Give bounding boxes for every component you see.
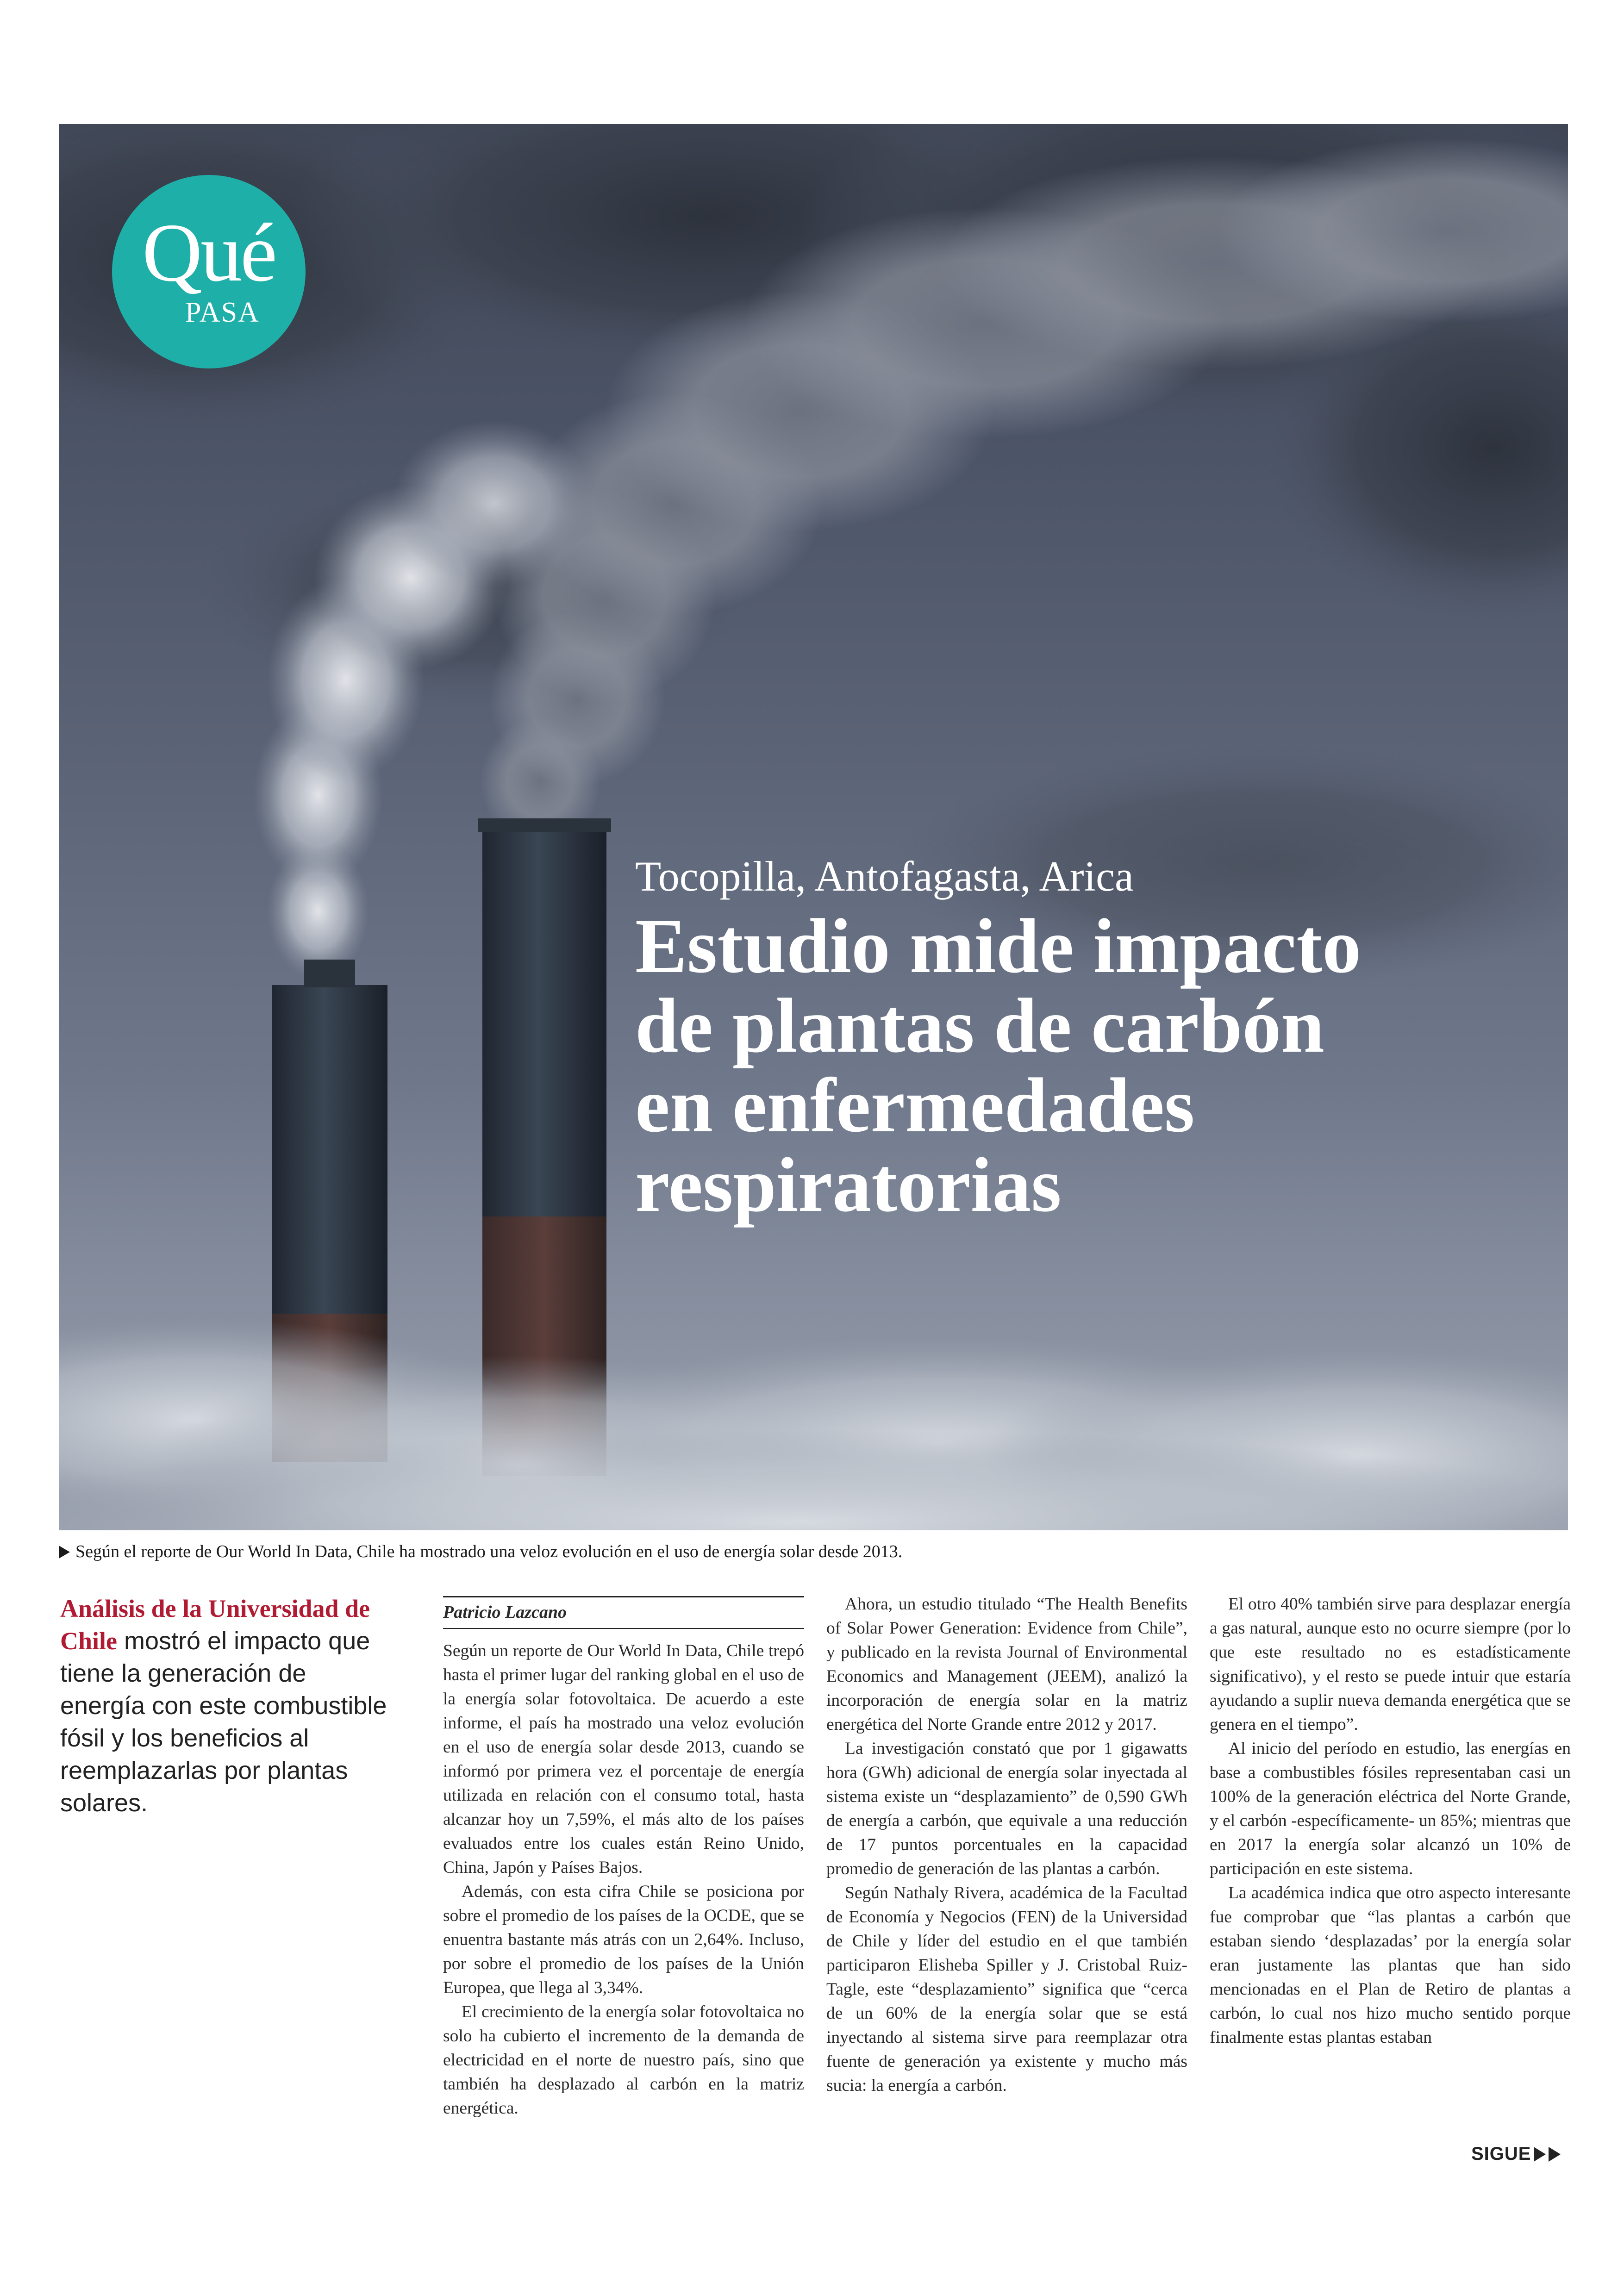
logo-pasa-text: PASA bbox=[185, 297, 260, 328]
continue-arrow-icon bbox=[1549, 2147, 1561, 2162]
paragraph: La académica indica que otro aspecto interesante fue comprobar que “las plantas a carbón que estaban siendo ‘desplazadas’ por la energía solar eran justamente las plantas que han sido mencionadas en el Plan de Retiro de plantas a carbón, lo cual nos hizo mucho sentido porque finalmente estas plantas estaban bbox=[1210, 1883, 1571, 2047]
caption-text: Según el reporte de Our World In Data, Chile ha mostrado una veloz evolución en el uso de energía solar desde 2013. bbox=[75, 1542, 903, 1561]
photo-caption bbox=[59, 1540, 1568, 1563]
continue-marker bbox=[1471, 2142, 1561, 2165]
paragraph: Según Nathaly Rivera, académica de la Facultad de Economía y Negocios (FEN) de la Universidad de Chile y líder del estudio en el que también participaron Elisheba Spiller y J. Cristobal Ruiz-Tagle, este “desplazamiento” significa que “cerca de un 60% de la energía solar que se está inyectando al sistema sirve para reemplazar otra fuente de generación ya existente y mucho más sucia: la energía a carbón. bbox=[826, 1883, 1187, 2095]
article-headline bbox=[635, 903, 1515, 1228]
continue-arrow-icon bbox=[1534, 2147, 1546, 2162]
paragraph: Al inicio del período en estudio, las energías en base a combustibles fósiles representaban casi un 100% de la generación eléctrica del Norte Grande, y el carbón -específicamente- un 85%; mientras que en 2017 la energía solar alcanzó un 10% de participación en este sistema. bbox=[1210, 1739, 1571, 1878]
continue-label: SIGUE bbox=[1471, 2144, 1531, 2164]
caption-arrow-icon bbox=[59, 1546, 70, 1559]
headline-line: en enfermedades bbox=[635, 1062, 1195, 1148]
headline-line: respiratorias bbox=[635, 1142, 1062, 1228]
hero-photo bbox=[59, 124, 1568, 1530]
article-column-2 bbox=[826, 1592, 1187, 2098]
article-byline: Patricio Lazcano bbox=[443, 1597, 804, 1629]
lead-text: mostró el impacto que tiene la generación de energía con este combustible fósil y los beneficios al reemplazarlas por plantas solares. bbox=[60, 1627, 387, 1817]
que-pasa-logo bbox=[112, 175, 306, 368]
paragraph: Además, con esta cifra Chile se posiciona por sobre el promedio de los países de la OCDE, que se enuentra bastante más atrás con un 2,64%. Incluso, por sobre el promedio de los países de la Unión Europea, que llega al 3,34%. bbox=[443, 1882, 804, 1997]
article-column-3 bbox=[1210, 1592, 1571, 2050]
article-lead bbox=[60, 1592, 394, 1819]
lead-highlight: Análisis de la Universidad de Chile bbox=[60, 1595, 370, 1655]
article-kicker: Tocopilla, Antofagasta, Arica bbox=[635, 853, 1134, 900]
paragraph: El crecimiento de la energía solar fotovoltaica no solo ha cubierto el incremento de la demanda de electricidad en el norte de nuestro país, sino que también ha desplazado al carbón en la matriz energética. bbox=[443, 2002, 804, 2118]
paragraph: La investigación constató que por 1 gigawatts hora (GWh) adicional de energía solar inyectada al sistema existe un “desplazamiento” de 0,590 GWh de energía a carbón, que equivale a una reducción de 17 puntos porcentuales en la capacidad promedio de generación de las plantas a carbón. bbox=[826, 1739, 1187, 1878]
headline-line: de plantas de carbón bbox=[635, 983, 1324, 1069]
headline-line: Estudio mide impacto bbox=[635, 903, 1362, 989]
logo-que-text: Qué bbox=[142, 206, 275, 299]
paragraph: Según un reporte de Our World In Data, Chile trepó hasta el primer lugar del ranking global en el uso de la energía solar fotovoltaica. De acuerdo a este informe, el país ha mostrado una veloz evolución en el uso de energía solar desde 2013, cuando se informó por primera vez el porcentaje de energía utilizada en relación con el consumo total, hasta alcanzar hoy un 7,59%, el más alto de los países evaluados entre los cuales están Reino Unido, China, Japón y Países Bajos. bbox=[443, 1641, 804, 1877]
article-column-1 bbox=[443, 1592, 804, 2120]
paragraph: El otro 40% también sirve para desplazar energía a gas natural, aunque esto no ocurre siempre (por lo que este resultado no es estadísticamente significativo), y el resto se puede intuir que estaría ayudando a suplir nueva demanda energética que se genera en el tiempo”. bbox=[1210, 1595, 1571, 1734]
paragraph: Ahora, un estudio titulado “The Health Benefits of Solar Power Generation: Evidence from Chile”, y publicado en la revista Journal of Environmental Economics and Management (JEEM), analizó la incorporación de energía solar en la matriz energética del Norte Grande entre 2012 y 2017. bbox=[826, 1595, 1187, 1734]
smokestacks-illustration bbox=[59, 124, 1568, 1530]
